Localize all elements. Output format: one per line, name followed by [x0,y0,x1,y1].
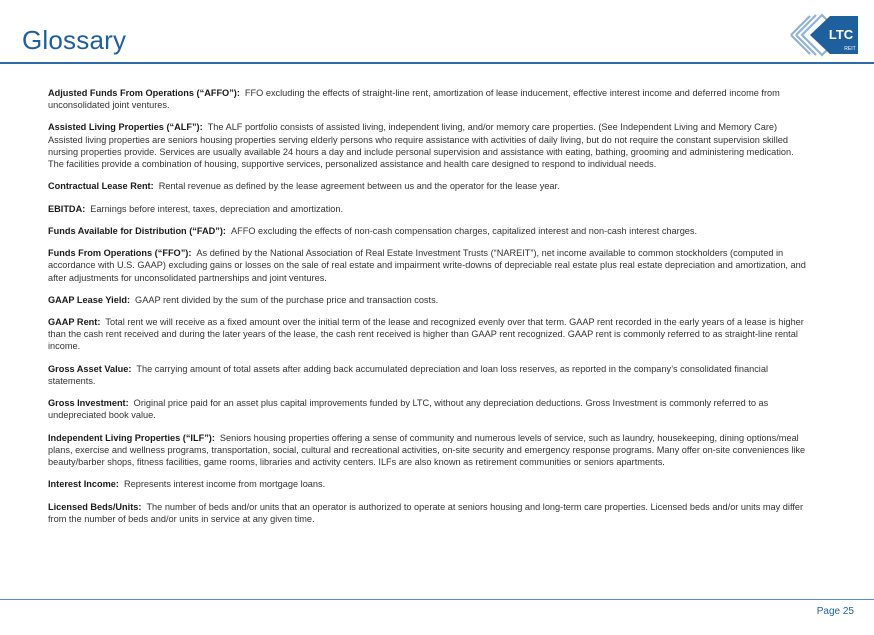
glossary-definition: Rental revenue as defined by the lease agreement between us and the operator for the lease year. [158,181,560,192]
glossary-term: GAAP Rent: [48,317,101,328]
glossary-definition: Original price paid for an asset plus capital improvements funded by LTC, without any depreciation deductions. Gross Investment is commonly referred to as undepreciated book value. [48,398,769,421]
glossary-term: Funds From Operations (“FFO”): [48,248,192,259]
glossary-definition: AFFO excluding the effects of non-cash compensation charges, capitalized interest and non-cash interest charges. [230,225,698,236]
glossary-definition: The carrying amount of total assets after adding back accumulated depreciation and loan loss reserves, as reported in the company’s consolidated financial statements. [48,363,768,386]
glossary-definition: As defined by the National Association of Real Estate Investment Trusts (“NAREIT”), net income available to common stockholders (computed in accordance with U.S. GAAP) excluding gains or losses on the sale of real estate and impairment write-downs of depreciable real estate plus real estate depreciation and amortization, and after adjustments for unconsolidated partnerships and joint ventures. [48,248,806,283]
glossary-term: GAAP Lease Yield: [48,294,131,305]
page-title: Glossary [22,25,127,55]
glossary-entry [48,363,808,387]
glossary-list [48,87,808,535]
glossary-definition: FFO excluding the effects of straight-line rent, amortization of lease inducement, effective interest income and deferred income from unconsolidated joint ventures. [48,88,780,111]
title-divider [0,62,874,64]
glossary-term: Funds Available for Distribution (“FAD”): [48,225,226,236]
footer-divider [0,599,874,600]
glossary-definition: Earnings before interest, taxes, depreciation and amortization. [90,203,344,214]
glossary-entry [48,87,808,111]
page-number: Page 25 [816,606,854,617]
glossary-term: Assisted Living Properties (“ALF”): [48,122,203,133]
glossary-entry [48,225,808,237]
glossary-entry [48,432,808,468]
glossary-definition: Total rent we will receive as a fixed amount over the initial term of the lease and recognized evenly over that term. GAAP rent recorded in the early years of a lease is higher than the cash rent received and during the later years of the lease, the cash rent received is higher than GAAP rent recognized. GAAP rent is commonly referred to as straight-line rental income. [48,317,804,352]
glossary-definition: The ALF portfolio consists of assisted living, independent living, and/or memory care properties. (See Independent Living and Memory Care) Assisted living properties are seniors housing properties serving elderly persons who require assistance with activities of daily living, but do not require the constant supervision skilled nursing properties provide. Services are usually available 24 hours a day and include personal supervision and assistance with eating, bathing, grooming and administering medication. The facilities provide a combination of housing, supportive services, personalized assistance and health care designed to respond to individual needs. [48,122,794,169]
glossary-term: Independent Living Properties (“ILF”): [48,432,215,443]
logo-subtext: REIT [844,46,856,52]
glossary-definition: Represents interest income from mortgage loans. [123,479,326,490]
glossary-term: Contractual Lease Rent: [48,181,154,192]
glossary-term: Gross Asset Value: [48,363,132,374]
glossary-entry [48,501,808,525]
glossary-entry [48,121,808,169]
glossary-entry [48,203,808,215]
glossary-entry [48,247,808,283]
glossary-definition: GAAP rent divided by the sum of the purchase price and transaction costs. [135,294,439,305]
glossary-definition: Seniors housing properties offering a sense of community and numerous levels of service, such as laundry, housekeeping, dining options/meal plans, exercise and wellness programs, transportation, social, cultural and recreational activities, on-site security and emergency response programs. Many offer on-site conveniences like beauty/barber shops, fitness facilities, game rooms, libraries and activity centers. ILFs are also known as retirement communities or seniors apartments. [48,432,806,468]
glossary-term: Adjusted Funds From Operations (“AFFO”): [48,88,240,98]
glossary-term: Licensed Beds/Units: [48,501,142,512]
glossary-entry [48,316,808,352]
ltc-reit-logo [790,10,862,60]
glossary-term: EBITDA: [48,203,86,214]
glossary-term: Interest Income: [48,479,119,490]
glossary-entry [48,180,808,192]
glossary-entry [48,478,808,490]
glossary-entry [48,294,808,306]
glossary-definition: The number of beds and/or units that an operator is authorized to operate at seniors housing and long-term care properties. Licensed beds and/or units may differ from the number of beds and/or units in service at any given time. [48,501,804,524]
glossary-entry [48,397,808,421]
logo-text: LTC [828,27,854,42]
glossary-term: Gross Investment: [48,398,129,409]
